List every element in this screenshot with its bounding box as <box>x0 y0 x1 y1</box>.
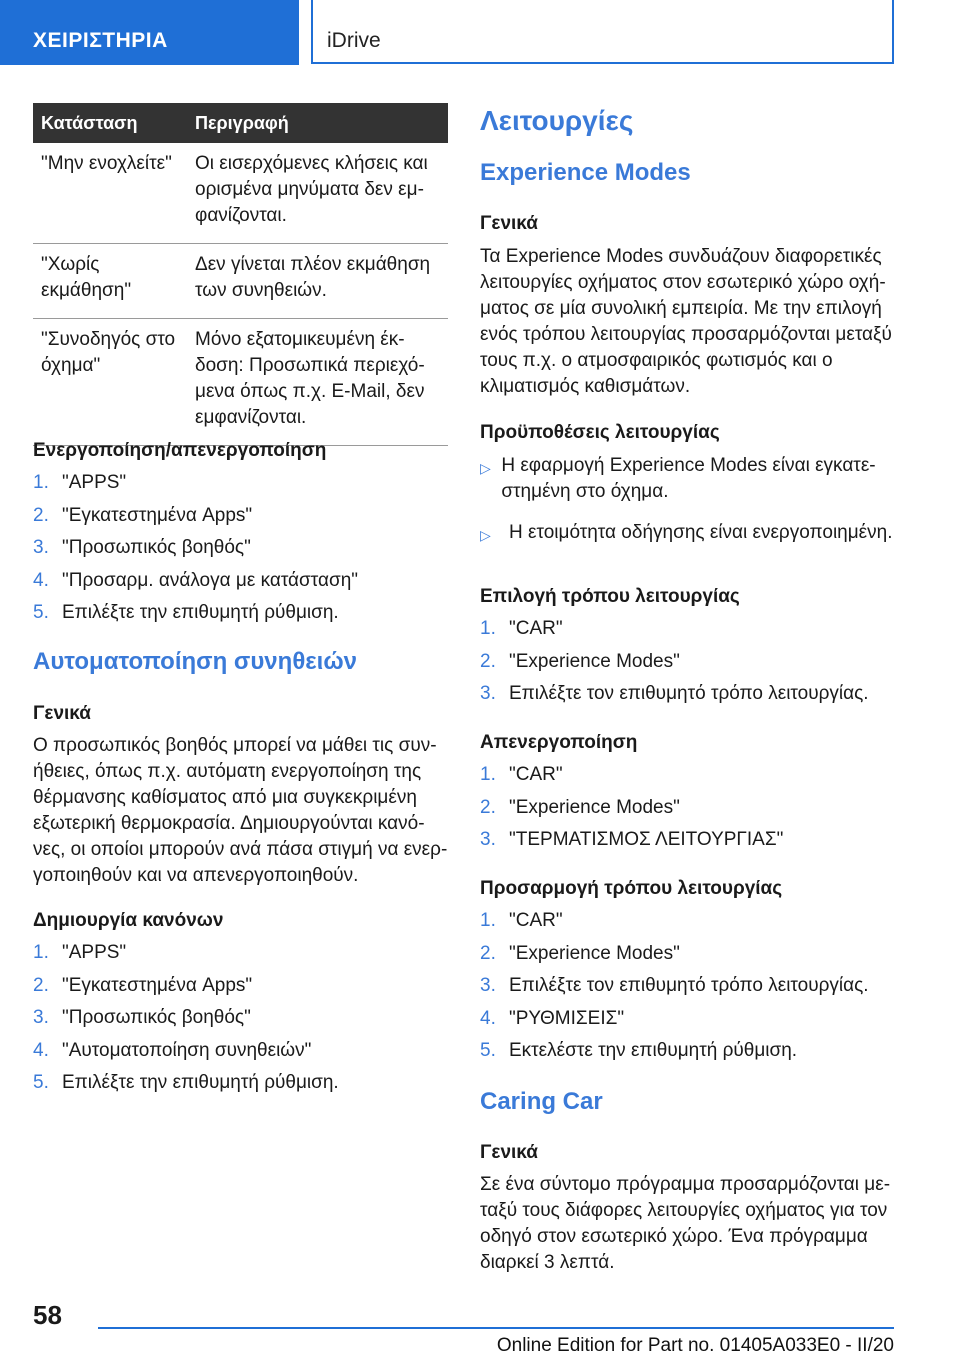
auto-habits-text: Ο προσωπικός βοηθός μπορεί να μάθει τις συνήθειες, όπως π.χ. αυτόματη ενεργοποίηση της θέρμανσης καθίσματος από μια συγκεκριμένη εξωτερική θερμοκρασία. Δημιουργούνται κανόνες, οι οποίοι μπορούν ανά πάσα στιγμή να ενεργοποιηθούν και να απενεργοποιηθούν. <box>33 735 448 886</box>
deactivation-heading: Απενεργοποίηση <box>480 732 638 753</box>
page-number: 58 <box>33 1300 62 1330</box>
caring-car-text: Σε ένα σύντομο πρόγραμμα προσαρμόζονται μεταξύ τους διάφορες λειτουργίες οχήματος για τον οδηγό στον εσωτερικό χώρο. Ένα πρόγραμμα διαρκεί 3 λεπτά. <box>480 1174 891 1273</box>
triangle-bullet-icon: ▷ <box>480 460 491 476</box>
auto-habits-heading: Αυτοματοποίηση συνηθειών <box>33 648 357 675</box>
list-item: 5. Επιλέξτε την επιθυμητή ρύθμιση. <box>33 1072 339 1093</box>
mode-selection-heading: Επιλογή τρόπου λειτουργίας <box>480 586 740 607</box>
prerequisites-heading: Προϋποθέσεις λειτουργίας <box>480 422 720 443</box>
activation-heading: Ενεργοποίηση/απενεργοποίηση <box>33 440 327 461</box>
list-item: 2. "Εγκατεστημένα Apps" <box>33 974 253 996</box>
auto-general-heading: Γενικά <box>33 703 91 724</box>
list-item: 3. "Προσωπικός βοηθός" <box>33 1007 251 1028</box>
list-item: 2. "Experience Modes" <box>480 796 680 818</box>
list-item: ▷ Η εφαρμογή Experience Modes είναι εγκατεστημένη στο όχημα. <box>480 453 895 505</box>
rules-steps-list <box>33 942 448 1105</box>
list-item: 5. Επιλέξτε την επιθυμητή ρύθμιση. <box>33 602 339 623</box>
table-cell-description: Δεν γίνεται πλέον εκμάθηση των συνηθειών. <box>187 244 448 319</box>
experience-modes-heading: Experience Modes <box>480 159 691 186</box>
footer-divider <box>98 1327 894 1329</box>
list-item: 3. Επιλέξτε τον επιθυμητό τρόπο λειτουργίας. <box>480 683 869 704</box>
rules-heading: Δημιουργία κανόνων <box>33 910 224 931</box>
deactivation-steps <box>480 764 895 862</box>
list-item: 4. "Προσαρμ. ανάλογα με κατάσταση" <box>33 569 359 591</box>
status-table <box>33 103 448 446</box>
experience-modes-text: Τα Experience Modes συνδυάζουν διαφορετικές λειτουργίες οχήματος στον εσωτερικό χώρο οχήματος σε μία συνολική εμπειρία. Με την επιλογή ενός τρόπου λειτουργίας προσαρμόζονται μεταξύ τους π.χ. ο ατμοσφαιρικός φωτισμός και ο κλιματισμός καθισμάτων. <box>480 246 892 397</box>
mode-adjust-steps <box>480 910 895 1073</box>
table-row <box>33 143 448 244</box>
list-item: 3. Επιλέξτε τον επιθυμητό τρόπο λειτουργίας. <box>480 975 869 996</box>
header-chapter-tab <box>311 0 894 64</box>
list-item: 1. "CAR" <box>480 910 563 931</box>
chapter-title: iDrive <box>327 29 381 52</box>
list-item: 2. "Experience Modes" <box>480 650 680 672</box>
table-header-description: Περιγραφή <box>187 103 448 143</box>
list-item: 1. "CAR" <box>480 618 563 639</box>
list-item: 3. "Προσωπικός βοηθός" <box>33 537 251 558</box>
mode-selection-steps <box>480 618 895 716</box>
list-item: 1. "CAR" <box>480 764 563 785</box>
table-cell-state: "Συνοδηγός στο όχημα" <box>33 319 187 446</box>
experience-general-heading: Γενικά <box>480 213 538 234</box>
activation-steps-list <box>33 472 448 635</box>
table-cell-state: "Χωρίς εκμάθηση" <box>33 244 187 319</box>
functions-heading: Λειτουργίες <box>480 105 634 136</box>
table-header-row <box>33 103 448 143</box>
table-cell-description: Μόνο εξατομικευμένη έκδοση: Προσωπικά περιεχόμενα όπως π.χ. E-Mail, δεν εμφανίζονται. <box>187 319 448 446</box>
mode-adjust-heading: Προσαρμογή τρόπου λειτουργίας <box>480 878 783 899</box>
caring-general-heading: Γενικά <box>480 1142 538 1163</box>
list-item: 2. "Εγκατεστημένα Apps" <box>33 504 253 526</box>
table-row <box>33 319 448 446</box>
list-item: ▷ Η ετοιμότητα οδήγησης είναι ενεργοποιημένη. <box>480 520 895 548</box>
footer-edition: Online Edition for Part no. 01405A033E0 - II/20 <box>496 1335 894 1356</box>
list-item: 5. Εκτελέστε την επιθυμητή ρύθμιση. <box>480 1040 798 1061</box>
triangle-bullet-icon: ▷ <box>480 527 491 543</box>
list-item: 4. "ΡΥΘΜΙΣΕΙΣ" <box>480 1007 625 1029</box>
prerequisites-list <box>480 453 895 563</box>
table-cell-description: Οι εισερχόμενες κλήσεις και ορισμένα μηνύματα δεν εμφανίζονται. <box>187 143 448 244</box>
list-item: 3. "ΤΕΡΜΑΤΙΣΜΟΣ ΛΕΙΤΟΥΡΓΙΑΣ" <box>480 829 784 850</box>
table-header-state: Κατάσταση <box>33 103 187 143</box>
list-item: 2. "Experience Modes" <box>480 942 680 964</box>
list-item: 1. "APPS" <box>33 942 127 963</box>
caring-car-heading: Caring Car <box>480 1088 603 1115</box>
list-item: 4. "Αυτοματοποίηση συνηθειών" <box>33 1039 312 1061</box>
table-row <box>33 244 448 319</box>
header-section-tab <box>0 0 299 65</box>
list-item: 1. "APPS" <box>33 472 127 493</box>
section-title: ΧΕΙΡΙΣΤΗΡΙΑ <box>33 29 168 52</box>
table-cell-state: "Μην ενοχλείτε" <box>33 143 187 244</box>
